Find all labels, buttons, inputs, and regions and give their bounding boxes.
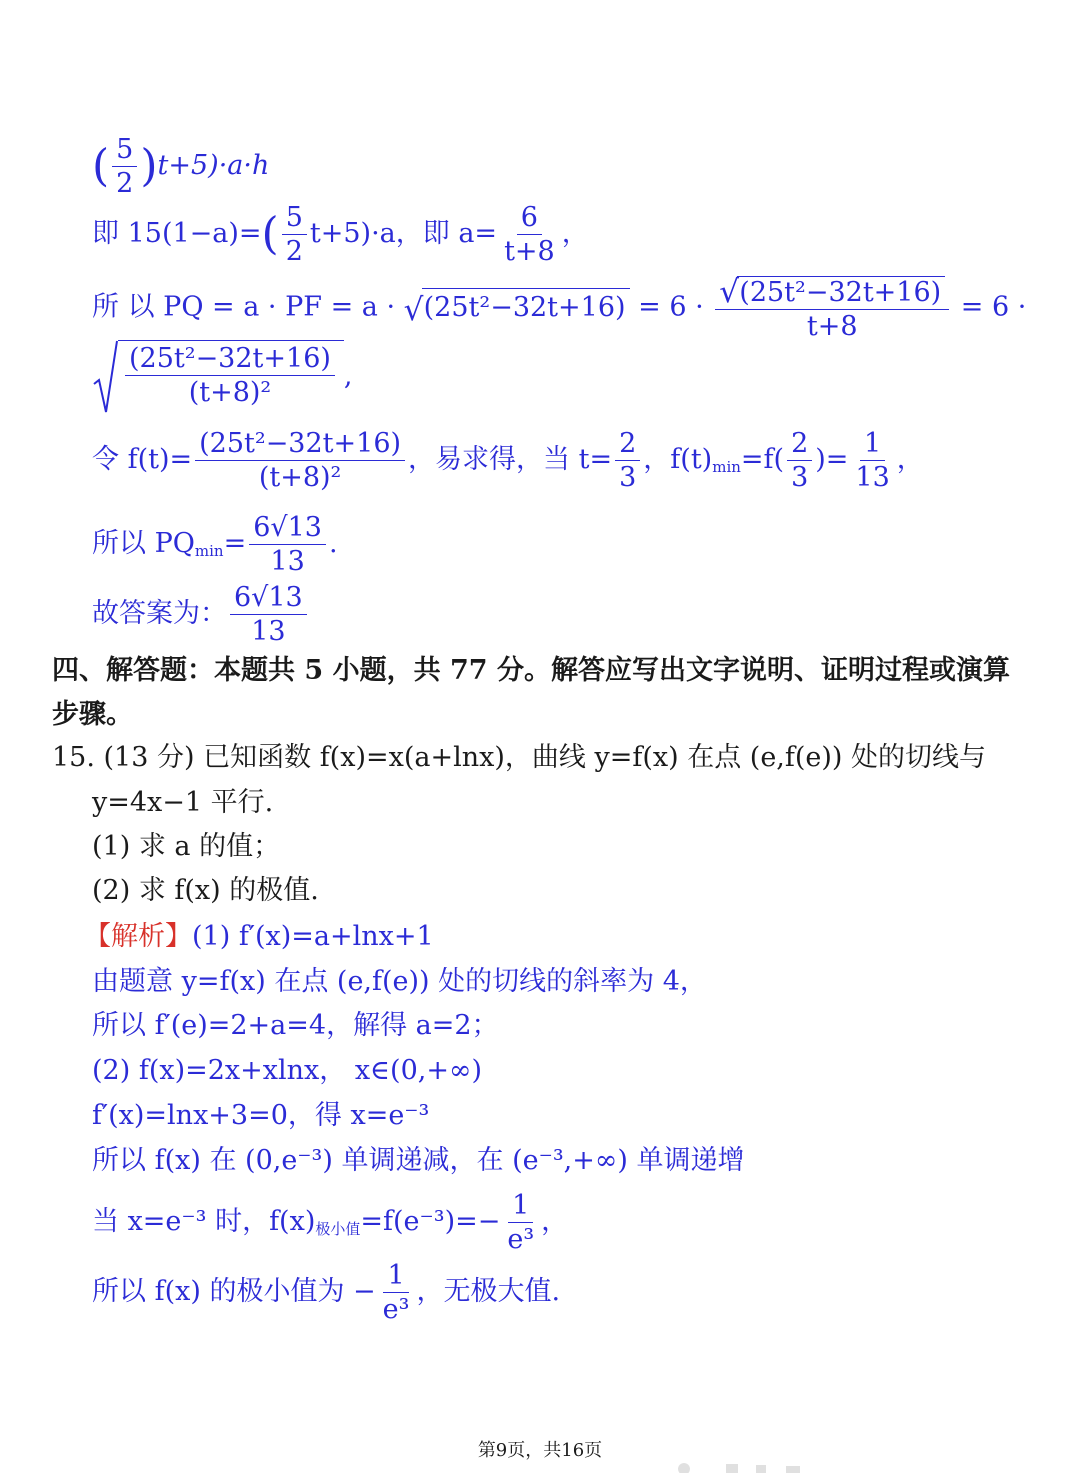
section-heading-cont: 步骤。 — [52, 699, 133, 730]
solution-line-2: 即 15(1−a)=( $\frac{5}{2}$ t+5)·a，即 a= $\frac{6}{t+8}$ ， — [92, 202, 589, 267]
solution-step-1: 【解析】(1) f′(x)=a+lnx+1 — [84, 921, 434, 952]
page-footer: 第9页，共16页 — [477, 1440, 603, 1461]
question-15-stem: 15. (13 分) 已知函数 f(x)=x(a+lnx)，曲线 y=f(x) 在点 (e,f(e)) 处的切线与 — [52, 742, 987, 773]
fraction: $\frac{2}{3}$ — [787, 430, 812, 491]
fraction: $\frac{6}{t+8}$ — [504, 202, 555, 267]
question-15-part-1: (1) 求 a 的值； — [92, 831, 281, 862]
solution-line-6: 所以 $PQ_{min}=$ $\frac{6√13}{13}$ . — [92, 512, 338, 577]
solution-step-2: 由题意 y=f(x) 在点 (e,f(e)) 处的切线的斜率为 4， — [92, 966, 707, 997]
fraction: $\frac{6√13}{13}$ — [249, 514, 326, 575]
solution-line-5: 令 f(t)= $\frac{\text{(25t²−32t+16)}}{\text{(t+8)²}}$ ，易求得，当 t= $\frac{2}{3}$ ，$f(t)_{min}=f$( $\frac{2}{3}$ )= $\frac{1}{13}$ ， — [92, 428, 924, 493]
solution-step-4: (2) f(x)=2x+xlnx， x∈(0,+∞) — [92, 1055, 482, 1086]
fraction: $\frac{\text{(25t²−32t+16)}}{\text{(t+8)²}}$ — [195, 430, 405, 491]
left-paren: ( — [92, 140, 110, 192]
question-15-stem-cont: y=4x−1 平行. — [92, 787, 274, 818]
solution-step-7: 当 x=e⁻³ 时，$f(x)_{极小值}=f(e^{-3})=-$ $\frac{1}{\text{e³}}$ ， — [92, 1190, 569, 1255]
solution-step-5: f′(x)=lnx+3=0，得 x=e⁻³ — [92, 1100, 430, 1131]
question-15-part-2: (2) 求 f(x) 的极值. — [92, 875, 319, 906]
fraction: $\frac{5}{2}$ — [282, 204, 307, 265]
fraction: $\frac{1}{13}$ — [855, 428, 890, 493]
final-answer-line: 故答案为： $\frac{6√13}{13}$ — [92, 584, 310, 645]
analysis-tag: 【解析】 — [84, 921, 192, 952]
solution-step-8: 所以 f(x) 的极小值为 − $\frac{1}{\text{e³}}$ ，无极大值. — [92, 1260, 561, 1325]
fraction: $\frac{6√13}{13}$ — [230, 584, 307, 645]
fraction: $\frac{2}{3}$ — [615, 430, 640, 491]
solution-step-6: 所以 f(x) 在 (0,e⁻³) 单调递减，在 (e⁻³,+∞) 单调递增 — [92, 1145, 745, 1176]
solution-line-1: ( $\frac{5}{2}$ )t+5)·a·h — [92, 134, 270, 199]
section-heading: 四、解答题：本题共 5 小题，共 77 分。解答应写出文字说明、证明过程或演算 — [52, 655, 1010, 686]
fraction: $\frac{1}{\text{e³}}$ — [382, 1260, 410, 1325]
fraction: $\frac{5}{2}$ — [112, 136, 137, 197]
fraction: √ (25t²−32t+16) t+8 — [715, 276, 949, 340]
solution-line-4: $\frac{\text{(25t²−32t+16)}}{\text{(t+8)²}}$ , — [92, 340, 353, 414]
sqrt: √ (25t²−32t+16) — [404, 288, 630, 325]
big-sqrt — [92, 340, 344, 414]
fraction: $\frac{1}{\text{e³}}$ — [507, 1190, 535, 1255]
fraction: $\frac{\text{(25t²−32t+16)}}{\text{(t+8)²}}$ — [125, 345, 335, 406]
watermark-icon — [676, 1460, 826, 1473]
solution-step-3: 所以 f′(e)=2+a=4，解得 a=2； — [92, 1010, 499, 1041]
solution-line-3: 所 以 PQ = a · PF = a · √ (25t²−32t+16) = 6 · √ (25t²−32t+16) t+8 = 6 · — [92, 273, 1027, 342]
